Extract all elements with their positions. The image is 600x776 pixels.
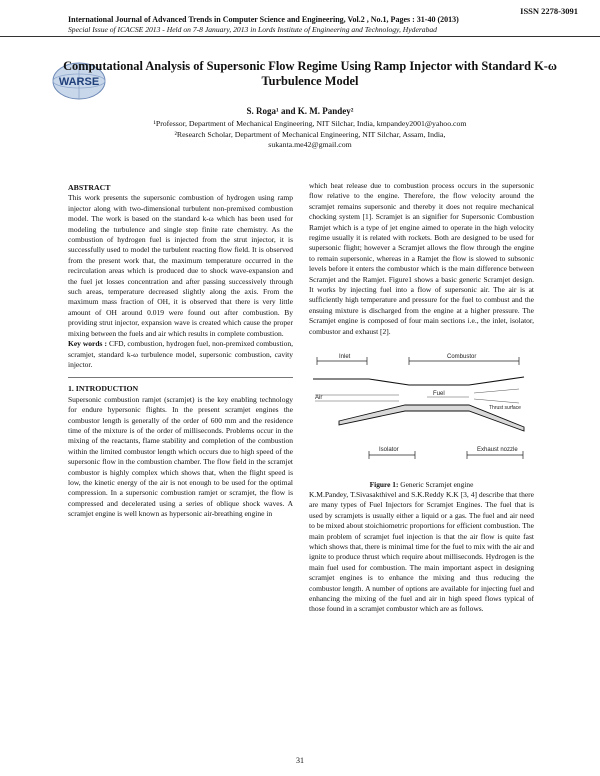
- affiliation-1: ¹Professor, Department of Mechanical Engineering, NIT Silchar, India, kmpandey2001@yahoo.com: [153, 119, 467, 128]
- right-column: [309, 181, 534, 615]
- label-thrust: Thrust surface: [489, 405, 521, 412]
- right-paragraph-2: K.M.Pandey, T.Sivasakthivel and S.K.Reddy K.K [3, 4] describe that there are many types of Fuel Injectors for Scramjet Engines. The fuel that is used by scramjets is usually either a liquid or a gas. The fuel and air need to be mixed about stoichiometric proportions for efficient combustion. The main problem of scramjet fuel injection is that the air flow is quite fast which shows that, there is minimal time for the fuel to mix with the air and ignite to produce thrust which require about milliseconds. Hydrogen is the main fuel used for combustion. The main important aspect in designing scramjet engines is to enhance the mixing and thus reducing the combustor length. A number of options are available for injecting fuel and enhancing the mixing of the fuel and air in high speed flows typical of those found in a scramjet combustor which are as follows.: [309, 489, 534, 614]
- intro-paragraph: Supersonic combustion ramjet (scramjet) is the key enabling technology for endure hypersonic flights. In the present scramjet engines the combustor length is generally of the order of 600 mm and the residence time of the mixture is of the order of milliseconds. Problems occur in the mixing of the reactants, flame stability and completion of the combustion within the limited combustor length which occurs due to high speed of the supersonic flow in the combustion chamber. The flow field in the scramjet combustor is highly complex which shows that, when the flight speed is low, the kinetic energy of the air is not enough to be used for the optimal compression. In a supersonic combustion ramjet or scramjet, the flow is compressed and decelerated using a series of oblique shock waves. A scramjet engine is well known as hypersonic air-breathing engine in: [68, 394, 293, 519]
- section-divider: [68, 377, 293, 378]
- keywords-text: CFD, combustion, hydrogen fuel, non-premixed combustion, scramjet, standard k-ω turbulence model, supersonic combustion, cavity injector.: [68, 339, 293, 369]
- logo-text: WARSE: [58, 76, 100, 88]
- affiliations: [60, 119, 560, 151]
- keywords-label: Key words :: [68, 339, 107, 349]
- figure-caption-label: Figure 1:: [369, 479, 399, 489]
- authors: S. Roga¹ and K. M. Pandey²: [246, 106, 354, 116]
- label-combustor: Combustor: [447, 354, 477, 361]
- label-fuel: Fuel: [433, 391, 445, 398]
- left-column: [68, 183, 293, 520]
- abstract-text: This work presents the supersonic combustion of hydrogen using ramp injector along with two-dimensional turbulent non-premixed combustion model. The work is based on the standard k-ω which has been used for modeling the turbulence and single step finite rate chemistry. As the combustion of hydrogen fuel is injected from the strut injector, it is successfully used to model the turbulent reacting flow field. It is observed from the present work that, the maximum temperature occurred in the recirculation areas which is produced due to shock wave-expansion and the fuel jet losses concentration and after passing successively through such areas, temperature decreased slightly along the axis. From the maximum mass fraction of OH, it is observed that there is very little amount of OH around 0.019 were found out after combustion. By providing strut injector, expansion wave is created which cause the proper mixing between the fuels and air which results in complete combustion.: [68, 193, 293, 338]
- label-isolator: Isolator: [379, 447, 399, 454]
- figure-caption-text: Generic Scramjet engine: [398, 479, 474, 489]
- paper-title: Computational Analysis of Supersonic Flow Regime Using Ramp Injector with Standard K-ω Turbulence Model: [63, 59, 557, 88]
- keywords: [68, 339, 293, 370]
- label-air: Air: [315, 395, 323, 402]
- author-email: sukanta.me42@gmail.com: [268, 140, 352, 149]
- page-number: 31: [296, 756, 304, 765]
- affiliation-2: ²Research Scholar, Department of Mechanical Engineering, NIT Silchar, Assam, India,: [174, 129, 446, 139]
- label-inlet: Inlet: [339, 354, 351, 361]
- special-issue-line: Special Issue of ICACSE 2013 - Held on 7-8 January, 2013 in Lords Institute of Engineering and Technology, Hyderabad: [68, 25, 437, 34]
- header-rule: [0, 36, 600, 37]
- intro-heading: 1. INTRODUCTION: [68, 384, 139, 394]
- journal-line: International Journal of Advanced Trends in Computer Science and Engineering, Vol.2 , No.1, Pages : 31-40 (2013): [68, 15, 459, 24]
- issn: ISSN 2278-3091: [520, 6, 578, 16]
- figure-caption: [309, 480, 534, 490]
- label-exhaust: Exhaust nozzle: [477, 447, 518, 454]
- abstract-heading: ABSTRACT: [68, 183, 111, 192]
- scramjet-figure: [309, 347, 534, 472]
- right-paragraph-1: which heat release due to combustion process occurs in the supersonic flow relative to the engine. Therefore, the flow velocity around the scramjet remains supersonic and thereby it does not require mechanical chocking system [1]. Scramjet is an signifier for Supersonic Combustion Ramjet which is a type of jet engine aimed to operate in the high velocity regime usually it is related with rockets. Both are designed to be used for supersonic flight; however a Scramjet allows the flow through the engine to remain supersonic, whereas in a Ramjet the flow is slowed to subsonic levels before it enters the combustor which is the main difference between Scramjet and the Ramjet. Figure1 shows a basic generic Scramjet design. It works by injecting fuel into a flow of supersonic air. The air is at sufficiently high temperature and pressure for the fuel to combust and the ensuing mixture is discharged from the engine at a higher pressure. The Scramjet engine is composed of four main sections i.e., the inlet, isolator, combustor and exhaust [2].: [309, 181, 534, 336]
